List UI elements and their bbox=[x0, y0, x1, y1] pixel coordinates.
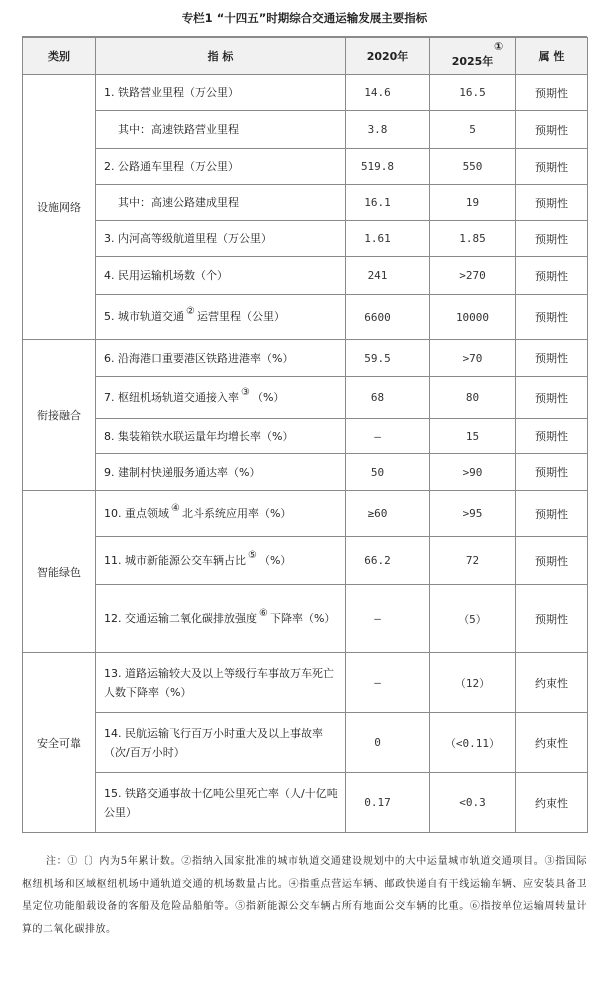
indicator-label: 10. 重点领域 bbox=[104, 506, 169, 520]
indicator-cell bbox=[96, 295, 346, 340]
footnote-marker: ③ bbox=[241, 386, 250, 398]
indicator-label-suffix: （%） bbox=[258, 553, 292, 567]
indicator-label: 11. 城市新能源公交车辆占比 bbox=[104, 553, 246, 567]
header-2020: 2020年 bbox=[346, 38, 430, 75]
attribute-cell: 约束性 bbox=[516, 773, 588, 833]
footnote-marker: ① bbox=[494, 40, 504, 53]
header-attribute: 属 性 bbox=[516, 38, 588, 75]
table-row bbox=[23, 419, 588, 454]
value-2020-cell: 14.6 bbox=[346, 75, 430, 111]
indicator-label: 12. 交通运输二氧化碳排放强度 bbox=[104, 611, 257, 625]
value-2020-cell: 68 bbox=[346, 377, 430, 419]
value-2020-cell: — bbox=[346, 419, 430, 454]
indicator-label-suffix: 北斗系统应用率（%） bbox=[181, 506, 292, 520]
header-2025-label: 2025年 bbox=[451, 55, 494, 68]
value-2025-cell: 80 bbox=[430, 377, 516, 419]
value-2025-cell: （5） bbox=[430, 585, 516, 653]
indicator-label: 1. 铁路营业里程（万公里） bbox=[104, 86, 239, 99]
attribute-cell: 约束性 bbox=[516, 713, 588, 773]
table-row bbox=[23, 491, 588, 537]
value-2020-cell: 3.8 bbox=[346, 111, 430, 149]
indicator-label: 7. 枢纽机场轨道交通接入率 bbox=[104, 390, 239, 404]
attribute-cell: 预期性 bbox=[516, 257, 588, 295]
indicator-cell bbox=[96, 454, 346, 491]
value-2020-cell: 0 bbox=[346, 713, 430, 773]
value-2025-cell: 10000 bbox=[430, 295, 516, 340]
table-row bbox=[23, 454, 588, 491]
table-row bbox=[23, 149, 588, 185]
value-2020-cell: 66.2 bbox=[346, 537, 430, 585]
value-2020-cell: 50 bbox=[346, 454, 430, 491]
indicator-label: 6. 沿海港口重要港区铁路进港率（%） bbox=[104, 351, 294, 365]
value-2025-cell: 15 bbox=[430, 419, 516, 454]
indicator-label: 4. 民用运输机场数（个） bbox=[104, 269, 228, 282]
header-indicator: 指 标 bbox=[96, 38, 346, 75]
indicator-cell bbox=[96, 111, 346, 149]
footnote-marker: ④ bbox=[171, 502, 180, 514]
value-2025-cell: 5 bbox=[430, 111, 516, 149]
indicator-cell bbox=[96, 149, 346, 185]
table-header-row bbox=[23, 38, 588, 75]
indicator-cell bbox=[96, 537, 346, 585]
table-row bbox=[23, 340, 588, 377]
indicator-cell bbox=[96, 653, 346, 713]
value-2025-cell: >90 bbox=[430, 454, 516, 491]
footnote-marker: ② bbox=[186, 306, 195, 317]
header-category: 类别 bbox=[23, 38, 96, 75]
value-2020-cell: ≥60 bbox=[346, 491, 430, 537]
category-cell: 智能绿色 bbox=[23, 491, 96, 653]
table-row bbox=[23, 537, 588, 585]
indicator-label: 13. 道路运输较大及以上等级行车事故万车死亡人数下降率（%） bbox=[104, 666, 334, 699]
indicator-cell bbox=[96, 221, 346, 257]
indicator-label: 其中：高速铁路营业里程 bbox=[118, 123, 239, 136]
indicator-cell bbox=[96, 585, 346, 653]
table-row bbox=[23, 185, 588, 221]
indicator-cell bbox=[96, 377, 346, 419]
attribute-cell: 预期性 bbox=[516, 221, 588, 257]
category-cell: 衔接融合 bbox=[23, 340, 96, 491]
category-cell: 安全可靠 bbox=[23, 653, 96, 833]
indicator-label: 15. 铁路交通事故十亿吨公里死亡率（人/十亿吨公里） bbox=[104, 786, 338, 819]
indicator-label: 8. 集装箱铁水联运量年均增长率（%） bbox=[104, 429, 294, 443]
table-row bbox=[23, 377, 588, 419]
table-row bbox=[23, 653, 588, 713]
value-2025-cell: 16.5 bbox=[430, 75, 516, 111]
attribute-cell: 预期性 bbox=[516, 75, 588, 111]
value-2025-cell: （12） bbox=[430, 653, 516, 713]
value-2025-cell: >95 bbox=[430, 491, 516, 537]
value-2020-cell: 59.5 bbox=[346, 340, 430, 377]
table-row bbox=[23, 585, 588, 653]
table-row bbox=[23, 713, 588, 773]
attribute-cell: 预期性 bbox=[516, 185, 588, 221]
footnote-marker: ⑥ bbox=[259, 607, 268, 619]
value-2025-cell: >70 bbox=[430, 340, 516, 377]
indicator-cell bbox=[96, 773, 346, 833]
indicator-cell bbox=[96, 491, 346, 537]
indicator-cell bbox=[96, 257, 346, 295]
indicator-label-suffix: 运营里程（公里） bbox=[196, 310, 285, 323]
category-cell: 设施网络 bbox=[23, 75, 96, 340]
indicator-label: 其中：高速公路建成里程 bbox=[118, 196, 239, 209]
indicator-cell bbox=[96, 185, 346, 221]
indicator-label-suffix: （%） bbox=[251, 390, 285, 404]
table-row bbox=[23, 111, 588, 149]
table-row bbox=[23, 257, 588, 295]
value-2025-cell: >270 bbox=[430, 257, 516, 295]
indicator-cell bbox=[96, 419, 346, 454]
indicator-label: 14. 民航运输飞行百万小时重大及以上事故率（次/百万小时） bbox=[104, 726, 323, 759]
indicator-label: 5. 城市轨道交通 bbox=[104, 310, 184, 323]
attribute-cell: 预期性 bbox=[516, 537, 588, 585]
value-2020-cell: 519.8 bbox=[346, 149, 430, 185]
value-2020-cell: — bbox=[346, 653, 430, 713]
table-row bbox=[23, 295, 588, 340]
value-2020-cell: 1.61 bbox=[346, 221, 430, 257]
value-2025-cell: 72 bbox=[430, 537, 516, 585]
indicator-label: 2. 公路通车里程（万公里） bbox=[104, 160, 239, 173]
indicator-label: 9. 建制村快递服务通达率（%） bbox=[104, 465, 261, 479]
value-2020-cell: 16.1 bbox=[346, 185, 430, 221]
attribute-cell: 预期性 bbox=[516, 585, 588, 653]
attribute-cell: 预期性 bbox=[516, 419, 588, 454]
attribute-cell: 预期性 bbox=[516, 295, 588, 340]
indicator-cell bbox=[96, 340, 346, 377]
attribute-cell: 约束性 bbox=[516, 653, 588, 713]
footnote: 注：①〔〕内为5年累计数。②指纳入国家批准的城市轨道交通建设规划中的大中运量城市轨道交通项目。③指国际枢纽机场和区域枢纽机场中通轨道交通的机场数量占比。④指重点营运车辆、邮政快递自有干线运输车辆、应安装具备卫星定位功能船载设备的客船及危险品船舶等。⑤指新能源公交车辆占所有地面公交车辆的比重。⑥指按单位运输周转量计算的二氧化碳排放。 bbox=[22, 856, 587, 935]
indicator-cell bbox=[96, 75, 346, 111]
attribute-cell: 预期性 bbox=[516, 111, 588, 149]
value-2025-cell: 19 bbox=[430, 185, 516, 221]
attribute-cell: 预期性 bbox=[516, 454, 588, 491]
value-2020-cell: — bbox=[346, 585, 430, 653]
footnote-marker: ⑤ bbox=[248, 549, 257, 561]
indicator-cell bbox=[96, 713, 346, 773]
value-2020-cell: 6600 bbox=[346, 295, 430, 340]
attribute-cell: 预期性 bbox=[516, 491, 588, 537]
table-row bbox=[23, 773, 588, 833]
indicator-table bbox=[22, 37, 588, 833]
attribute-cell: 预期性 bbox=[516, 340, 588, 377]
value-2025-cell: 550 bbox=[430, 149, 516, 185]
indicator-document bbox=[22, 0, 587, 941]
value-2020-cell: 0.17 bbox=[346, 773, 430, 833]
value-2025-cell: 1.85 bbox=[430, 221, 516, 257]
indicator-label: 3. 内河高等级航道里程（万公里） bbox=[104, 232, 272, 245]
table-title: 专栏1 “十四五”时期综合交通运输发展主要指标 bbox=[22, 0, 587, 37]
value-2020-cell: 241 bbox=[346, 257, 430, 295]
table-row bbox=[23, 221, 588, 257]
header-2025 bbox=[430, 38, 516, 75]
attribute-cell: 预期性 bbox=[516, 149, 588, 185]
attribute-cell: 预期性 bbox=[516, 377, 588, 419]
indicator-label-suffix: 下降率（%） bbox=[269, 611, 336, 625]
value-2025-cell: （<0.11） bbox=[430, 713, 516, 773]
table-row bbox=[23, 75, 588, 111]
value-2025-cell: <0.3 bbox=[430, 773, 516, 833]
